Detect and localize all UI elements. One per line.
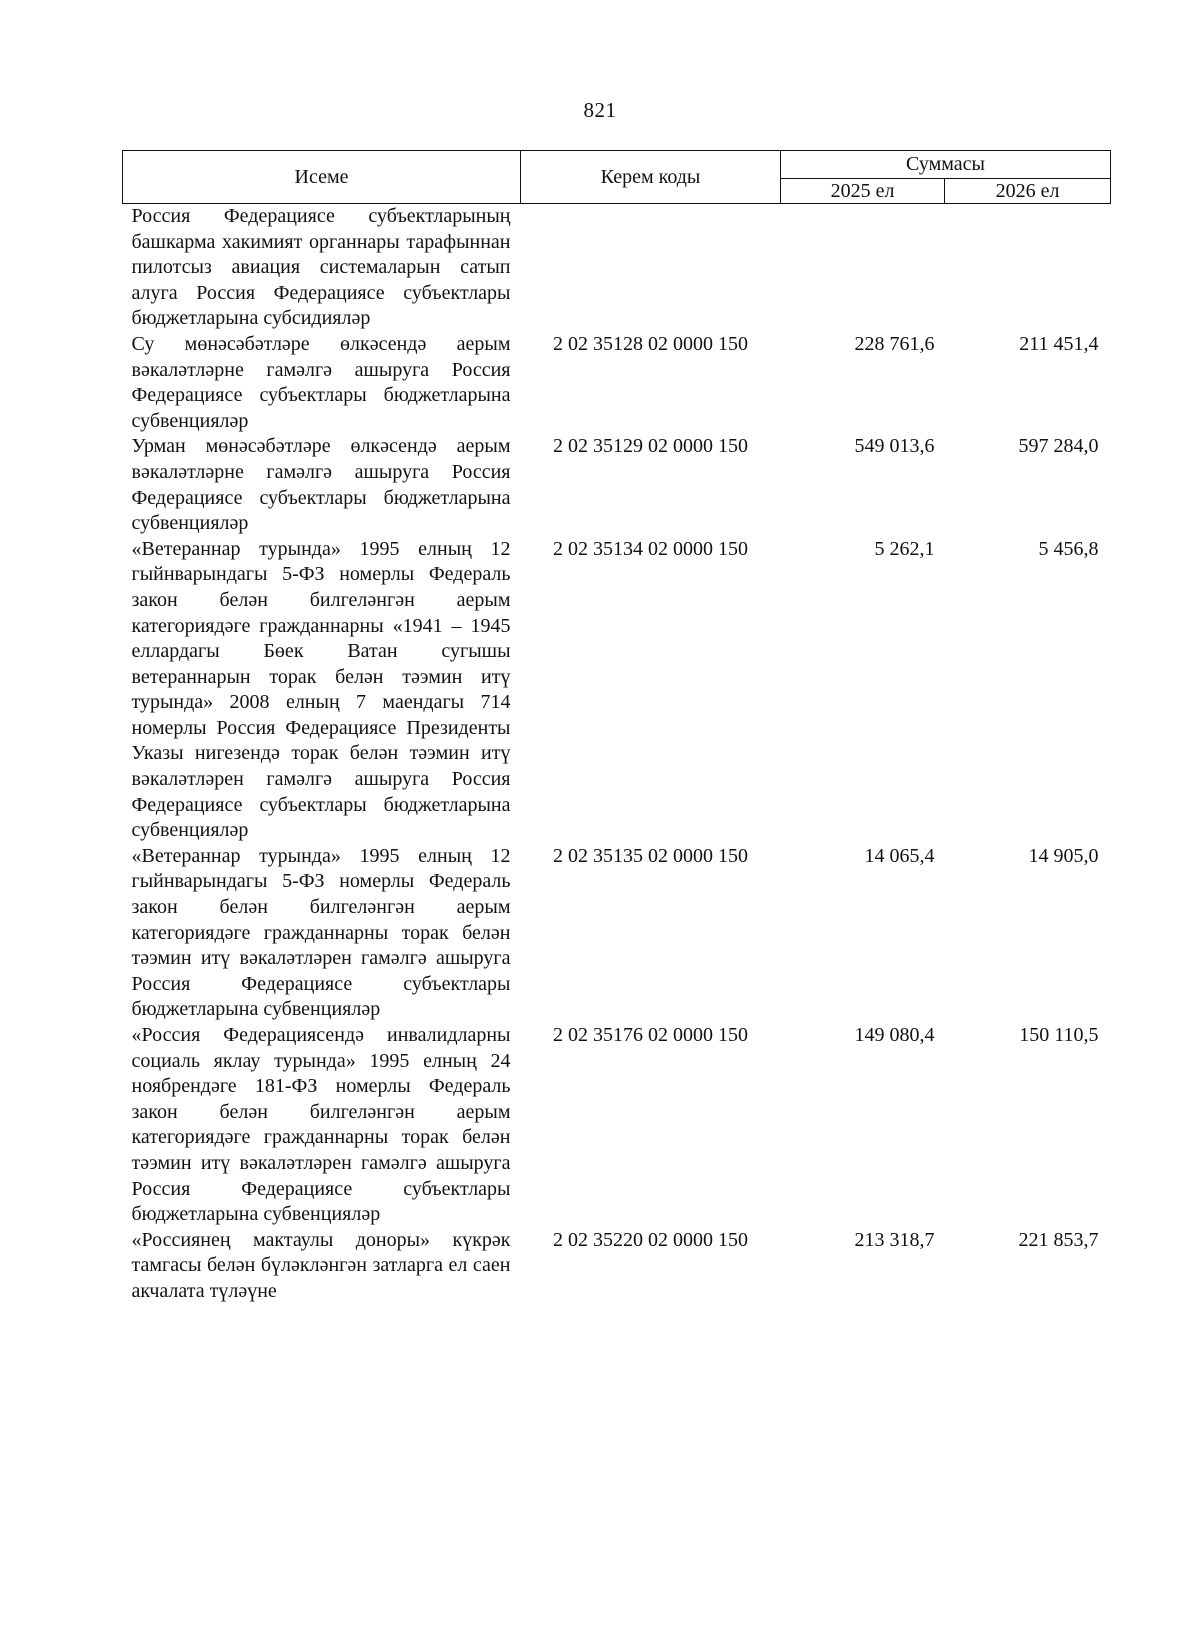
table-row bbox=[123, 1023, 1111, 1228]
row-code: 2 02 35176 02 0000 150 bbox=[553, 1024, 748, 1046]
row-amount-2025 bbox=[781, 204, 945, 332]
table-row bbox=[123, 537, 1111, 844]
row-amount-2025: 14 065,4 bbox=[864, 844, 935, 867]
row-code: 2 02 35134 02 0000 150 bbox=[553, 537, 748, 560]
table-row bbox=[123, 332, 1111, 434]
row-amount-2025: 213 318,7 bbox=[854, 1228, 935, 1251]
header-name: Исеме bbox=[123, 151, 521, 204]
row-code: 2 02 35220 02 0000 150 bbox=[553, 1228, 748, 1251]
table-row bbox=[123, 434, 1111, 536]
table-header bbox=[123, 151, 1111, 204]
row-amount-2026: 14 905,0 bbox=[1028, 844, 1099, 867]
table-row bbox=[123, 1228, 1111, 1305]
row-name: Су мөнәсәбәтләре өлкәсендә аерым вәкаләтләрне гамәлгә ашыруга Россия Федерациясе субъектлары бюджетларына субвенцияләр bbox=[131, 332, 511, 432]
header-sums: Суммасы bbox=[781, 151, 1111, 179]
row-amount-2025: 5 262,1 bbox=[874, 537, 935, 560]
row-name: «Ветераннар турында» 1995 елның 12 гыйнварындагы 5-ФЗ номерлы Федераль закон белән билгеләнгән аерым категориядәге гражданнарны «1941 – 1945 еллардагы Бөек Ватан сугышы ветераннарын торак белән тәэмин итү турында» 2008 елның 7 маендагы 714 номерлы Россия Федерациясе Президенты Указы нигезендә торак белән тәэмин итү вәкаләтләрен гамәлгә ашыруга Россия Федерациясе субъектлары бюджетларына субвенцияләр bbox=[131, 537, 511, 842]
row-amount-2026: 597 284,0 bbox=[1018, 435, 1099, 458]
row-name: «Ветераннар турында» 1995 елның 12 гыйнварындагы 5-ФЗ номерлы Федераль закон белән билгеләнгән аерым категориядәге гражданнарны торак белән тәэмин итү вәкаләтләрен гамәлгә ашыруга Россия Федерациясе субъектлары бюджетларына субвенцияләр bbox=[131, 844, 511, 1021]
table-row bbox=[123, 844, 1111, 1023]
header-year-2026: 2026 ел bbox=[945, 178, 1111, 203]
row-code: 2 02 35129 02 0000 150 bbox=[553, 435, 748, 458]
header-code: Керем коды bbox=[521, 151, 781, 204]
row-name: Россия Федерациясе субъектларының башкарма хакимият органнары тарафыннан пилотсыз авиация системаларын сатып алуга Россия Федерациясе субъектлары бюджетларына субсидияләр bbox=[131, 205, 511, 330]
page-number: 821 bbox=[583, 98, 617, 122]
row-code: 2 02 35128 02 0000 150 bbox=[553, 332, 748, 355]
budget-table bbox=[122, 150, 1111, 1305]
row-name: «Россиянең мактаулы доноры» күкрәк тамгасы белән бүләкләнгән затларга ел саен акчалата түләүне bbox=[131, 1228, 511, 1302]
row-name: «Россия Федерациясендә инвалидларны социаль яклау турында» 1995 елның 24 ноябрендәге 181-ФЗ номерлы Федераль закон белән билгеләнгән аерым категориядәге гражданнарны торак белән тәэмин итү вәкаләтләрен гамәлгә ашыруга Россия Федерациясе субъектлары бюджетларына субвенцияләр bbox=[131, 1024, 511, 1226]
row-name: Урман мөнәсәбәтләре өлкәсендә аерым вәкаләтләрне гамәлгә ашыруга Россия Федерациясе субъектлары бюджетларына субвенцияләр bbox=[131, 435, 511, 535]
row-amount-2026: 5 456,8 bbox=[1038, 537, 1099, 560]
row-amount-2026: 150 110,5 bbox=[1019, 1024, 1099, 1046]
row-amount-2026: 211 451,4 bbox=[1019, 332, 1099, 355]
row-code: 2 02 35135 02 0000 150 bbox=[553, 844, 748, 867]
table-row bbox=[123, 204, 1111, 332]
row-amount-2025: 549 013,6 bbox=[854, 435, 935, 458]
row-amount-2025: 228 761,6 bbox=[854, 332, 935, 355]
row-amount-2026 bbox=[945, 204, 1111, 332]
row-amount-2025: 149 080,4 bbox=[854, 1024, 935, 1046]
row-code bbox=[521, 204, 781, 332]
row-amount-2026: 221 853,7 bbox=[1018, 1228, 1099, 1251]
header-year-2025: 2025 ел bbox=[781, 178, 945, 203]
table-body bbox=[123, 204, 1111, 1305]
